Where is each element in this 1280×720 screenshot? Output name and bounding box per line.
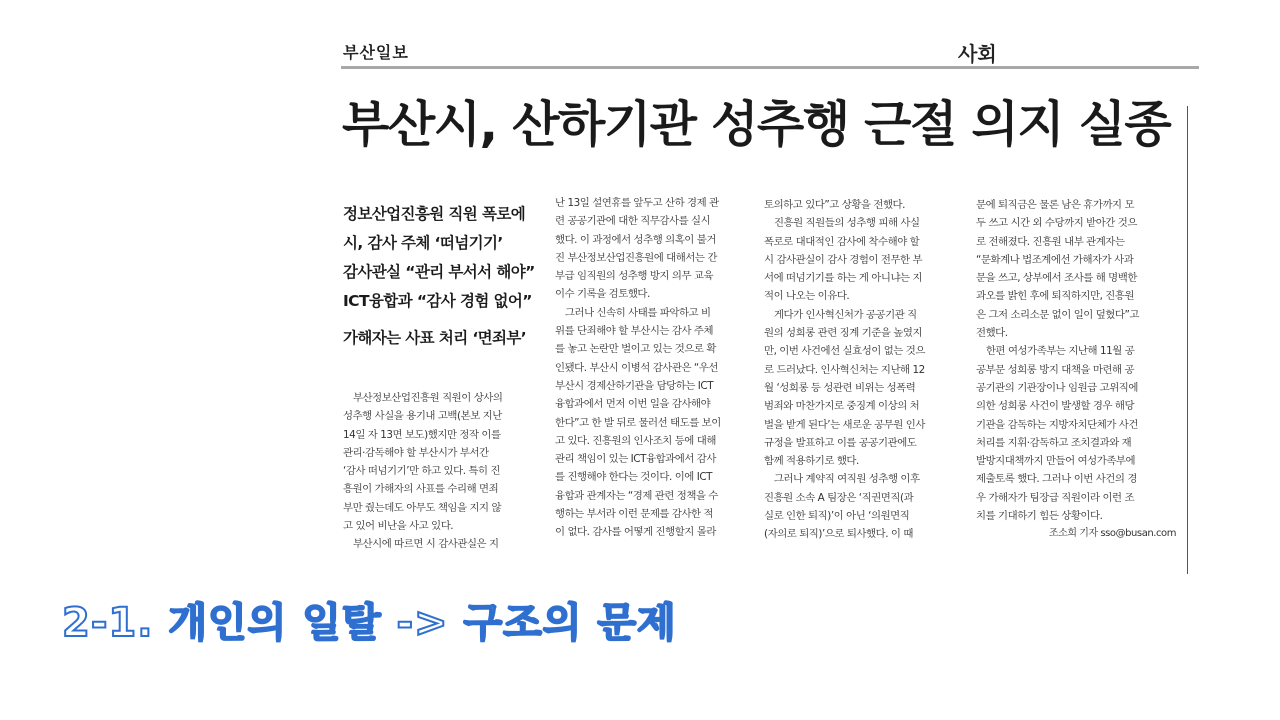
article-text-line: 은 그저 소리소문 없이 일이 덮혔다”고 [976,308,1140,321]
article-text-line: 폭로로 대대적인 감사에 착수해야 할 [764,235,920,248]
article-text-line: 한편 여성가족부는 지난해 11월 공 [976,345,1135,358]
article-text-line: 기관을 감독하는 지방자치단체가 사건 [976,418,1138,431]
article-text-line: 원의 성희롱 관련 징계 기준을 높였지 [764,327,923,340]
article-text-line: 그러나 신속히 사태를 파악하고 비 [555,306,711,319]
article-text-line: 련 공공기관에 대한 직무감사를 실시 [555,215,711,228]
article-text-line: 제출토록 했다. 그러나 이번 사건의 경 [976,473,1137,486]
subheadlines [343,200,543,353]
subheadline: 감사관실 “관리 부서서 해야” [343,263,535,281]
article-headline: 부산시, 산하기관 성추행 근절 의지 실종 [342,96,1171,153]
subheadline: 시, 감사 주체 ‘떠넘기기’ [343,234,503,252]
article-text-line: 14일 자 13면 보도)했지만 정작 이를 [343,428,501,441]
article-text-line: 진흥원 소속 A 팀장은 ‘직권면직(과 [764,491,914,504]
masthead-rule [341,66,1199,69]
article-text-line: ‘감사 떠넘기기’만 하고 있다. 특히 진 [343,465,501,478]
article-text-line: 행하는 부서라 이런 문제를 감사한 적 [555,508,714,521]
slide-banner-title: 2-1. 개인의 일탈 -> 구조의 문제 [62,600,677,646]
article-text-line: 흥원이 가해자의 사표를 수리해 면죄 [343,483,499,496]
article-column-1 [343,389,543,554]
article-column-3 [764,196,964,544]
article-column-2 [555,194,755,542]
subheadline: 가해자는 사표 처리 ‘면죄부’ [343,329,527,347]
article-text-line: 이수 기록을 검토했다. [555,288,650,301]
article-text-line: 처리를 지휘·감독하고 조치결과와 재 [976,436,1132,449]
article-text-line: 문을 쓰고, 상부에서 조사를 해 명백한 [976,272,1137,285]
article-text-line: 실로 인한 퇴직)’이 아닌 ‘의원면직 [764,510,910,523]
article-text-line: 성추행 사실을 용기내 고백(본보 지난 [343,410,502,423]
article-text-line: 를 놓고 논란만 벌이고 있는 것으로 확 [555,343,716,356]
article-text-line: 적이 나오는 이유다. [764,290,850,303]
article-text-line: 했다. 이 과정에서 성추행 의혹이 불거 [555,233,716,246]
article-text-line: 규정을 발표하고 이를 공공기관에도 [764,436,917,449]
article-text-line: 고 있다. 진흥원의 인사조치 등에 대해 [555,434,716,447]
article-text-line: 진 부산정보산업진흥원에 대해서는 간 [555,251,717,264]
article-text-line: 치를 기대하기 힘든 상황이다. [976,510,1103,523]
article-text-line: 난 13일 설연휴를 앞두고 산하 경제 관 [555,197,719,209]
article-column-4 [976,196,1176,544]
article-text-line: 진흥원 직원들의 성추행 피해 사실 [764,217,920,230]
article-text-line: 그러나 계약직 여직원 성추행 이후 [764,473,920,486]
article-text-line: 부만 줬는데도 아무도 책임을 지지 않 [343,501,502,514]
article-text-line: 이 없다. 감사를 어떻게 진행할지 몰라 [555,526,716,539]
article-text-line: 범죄와 마찬가지로 중징계 이상의 처 [764,400,920,413]
article-text-line: 위를 단죄해야 할 부산시는 감사 주체 [555,325,714,338]
article-text-line: 벌을 받게 된다’는 새로운 공무원 인사 [764,418,925,431]
article-text-line: 서에 떠넘기기를 하는 게 아니냐는 지 [764,272,923,285]
article-text-line: 융합과 관계자는 “경제 관련 정책을 수 [555,489,719,502]
article-text-line: 부산시에 따르면 시 감사관실은 지 [343,538,499,551]
subheadline: 정보산업진흥원 직원 폭로에 [343,205,526,223]
article-text-line: 시 감사관실이 감사 경험이 전무한 부 [764,253,923,266]
section-label: 사회 [958,42,997,66]
article-text-line: 부산정보산업진흥원 직원이 상사의 [343,392,503,404]
article-text-line: 고 있어 비난을 사고 있다. [343,520,454,533]
article-text-line: 관리·감독해야 할 부산시가 부서간 [343,446,489,459]
article-text-line: 부급 임직원의 성추행 방지 의무 교육 [555,270,714,283]
article-text-line: 융합과에서 먼저 이번 일을 감사해야 [555,398,711,411]
article-text-line: 전했다. [976,327,1008,340]
article-byline: 조소희 기자 sso@busan.com [1048,528,1176,540]
article-text-line: 만, 이번 사건에선 실효성이 없는 것으 [764,345,925,358]
article-text-line: 토의하고 있다”고 상황을 전했다. [764,199,905,211]
article-text-line: 공부문 성희롱 방지 대책을 마련해 공 [976,363,1135,376]
article-text-line: 인됐다. 부산시 이병석 감사관은 “우선 [555,361,719,374]
article-text-line: 한다”고 한 발 뒤로 물러선 태도를 보이 [555,416,721,429]
article-text-line: 함께 적용하기로 했다. [764,455,859,468]
article-text-line: 의한 성희롱 사건이 발생할 경우 해당 [976,400,1135,413]
article-text-line: 관리 책임이 있는 ICT융합과에서 감사 [555,453,716,466]
article-text-line: 과오를 밝힌 후에 퇴직하지만, 진흥원 [976,290,1135,303]
column-divider [1187,106,1188,574]
article-text-line: 로 드러났다. 인사혁신처는 지난해 12 [764,363,925,376]
article-text-line: 우 가해자가 팀장급 직원이라 이런 조 [976,491,1135,504]
article-text-line: “문화계나 법조계에선 가해자가 사과 [976,253,1134,266]
subheadline: ICT융합과 “감사 경험 없어” [343,292,532,310]
article-text-line: 문에 퇴직금은 물론 남은 휴가까지 모 [976,199,1135,211]
article-text-line: 부산시 경제산하기관을 담당하는 ICT [555,379,714,392]
article-text-line: 월 ‘성희롱 등 성관련 비위는 성폭력 [764,381,916,394]
article-text-line: 를 진행해야 한다는 것이다. 이에 ICT [555,471,713,484]
article-text-line: 두 쓰고 시간 외 수당까지 받아간 것으 [976,217,1137,230]
newspaper-masthead: 부산일보 [343,43,409,62]
article-text-line: 로 전해졌다. 진흥원 내부 관계자는 [976,235,1125,248]
article-text-line: (자의로 퇴직)’으로 퇴사했다. 이 때 [764,528,913,541]
article-text-line: 발방지대책까지 만들어 여성가족부에 [976,455,1136,468]
article-text-line: 공기관의 기관장이나 임원급 고위직에 [976,381,1138,394]
article-text-line: 게다가 인사혁신처가 공공기관 직 [764,308,917,321]
